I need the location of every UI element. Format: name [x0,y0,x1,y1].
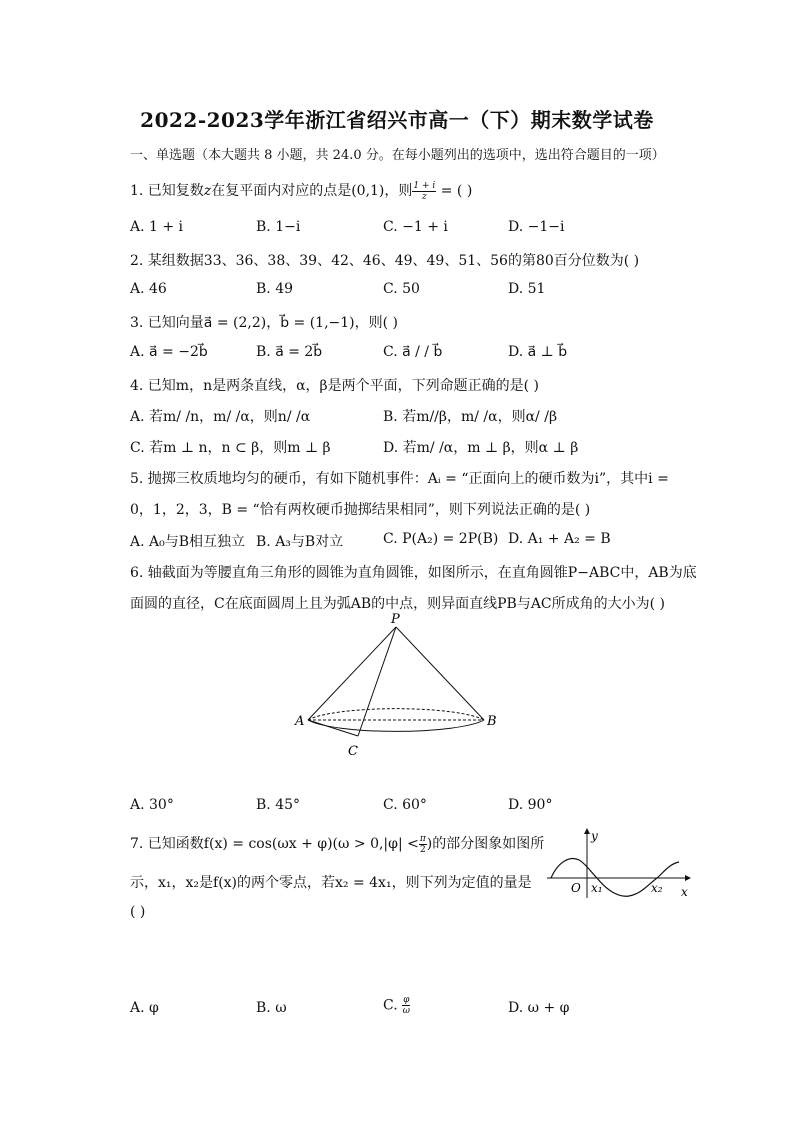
question-3-stem: 3. 已知向量a⃗ = (2,2)，b⃗ = (1,−1)，则( ) [130,315,399,331]
question-7-stem-line2: 示，x₁，x₂是f(x)的两个零点，若x₂ = 4x₁，则下列为定值的量是 [130,875,532,891]
q2-option-a: A. 46 [130,281,167,297]
q6-option-a: A. 30° [130,797,174,813]
q1-frac-den: z [421,191,427,202]
edge-pa [308,627,396,720]
q1-stem-point: (0,1) [351,183,385,199]
q1-stem-b: 在复平面内对应的点是 [211,183,352,199]
q1-option-c: C. −1 + i [383,219,448,235]
q7-option-c-num: φ [403,995,410,1005]
q4-option-b: B. 若m//β，m/ /α，则α/ /β [383,409,558,425]
q7-frac-den: 2 [419,844,426,855]
q7-fraction [419,834,427,855]
q1-stem-var: z [203,183,212,199]
q7-option-c-prefix: C. [383,997,398,1014]
q6-option-c: C. 60° [383,797,427,813]
q6-option-b: B. 45° [256,797,301,813]
y-axis-arrow [584,828,590,834]
q1-frac-num: 1 + i [413,180,436,191]
label-a: A [295,714,305,729]
x-axis-arrow [685,875,691,881]
q5-option-c: C. P(A₂) = 2P(B) [383,531,499,547]
q2-option-b: B. 49 [256,281,294,297]
q7-option-c-fraction [402,995,410,1016]
question-5-stem-line1: 5. 抛掷三枚质地均匀的硬币，有如下随机事件：Aᵢ = “正面向上的硬币数为i”，其中i = [130,471,669,487]
q1-stem-d: = ( ) [436,183,473,199]
q1-stem-c: ，则 [384,183,413,199]
q3-option-b: B. a⃗ = 2b⃗ [256,344,323,360]
q1-fraction [412,181,436,202]
q4-option-d: D. 若m/ /α，m ⊥ β，则α ⊥ β [383,440,579,456]
q7-option-d: D. ω + φ [508,1000,570,1016]
label-y: y [591,829,598,843]
cone-figure [290,610,510,765]
label-c: C [348,744,358,759]
q3-option-c: C. a⃗ / / b⃗ [383,344,443,360]
q7-option-b: B. ω [256,1000,287,1016]
q7-stem-line1-text: 7. 已知函数f(x) = cos(ωx + φ)(ω > 0,|φ| < [130,836,419,852]
question-1-stem [130,180,472,202]
page-title: 2022-2023学年浙江省绍兴市高一（下）期末数学试卷 [140,108,654,132]
label-b: B [487,714,497,729]
q7-option-c [383,995,410,1016]
cone-base-back-arc [308,709,484,720]
q1-option-d: D. −1−i [508,219,565,235]
label-p: P [391,612,400,627]
q3-option-d: D. a⃗ ⊥ b⃗ [508,344,568,360]
question-4-stem: 4. 已知m，n是两条直线，α，β是两个平面，下列命题正确的是( ) [130,378,540,394]
q7-frac-num: π [419,833,426,844]
label-x: x [681,885,688,899]
label-origin: O [571,881,581,895]
question-5-stem-line2: 0，1，2，3，B = “恰有两枚硬币抛掷结果相同”，则下列说法正确的是( ) [130,502,591,518]
cone-base-front-arc [308,720,484,731]
q2-option-c: C. 50 [383,281,420,297]
edge-ac [308,720,358,736]
q2-option-d: D. 51 [508,281,546,297]
q4-option-a: A. 若m/ /n，m/ /α，则n/ /α [130,409,311,425]
question-7-stem-line3: ( ) [130,904,146,920]
section-heading: 一、单选题（本大题共 8 小题，共 24.0 分。在每小题列出的选项中，选出符合题目的一项） [130,148,665,163]
cosine-graph [545,826,695,902]
question-6-stem-line2: 面圆的直径，C在底面圆周上且为弧AB的中点，则异面直线PB与AC所成角的大小为( ) [130,596,666,612]
edge-pb [396,627,484,720]
q7-option-c-den: ω [402,1006,410,1016]
question-2-stem: 2. 某组数据33、36、38、39、42、46、49、49、51、56的第80百分位数为( ) [130,253,640,269]
question-7-stem-line1 [130,833,544,855]
q4-option-c: C. 若m ⊥ n，n ⊂ β，则m ⊥ β [130,440,331,456]
q1-stem-a: 1. 已知复数 [130,183,204,199]
q5-option-d: D. A₁ + A₂ = B [508,531,611,547]
q5-option-a: A. A₀与B相互独立 [130,534,246,550]
q3-option-a: A. a⃗ = −2b⃗ [130,344,208,360]
q5-option-b: B. A₃与B对立 [256,534,344,550]
label-x1: x₁ [591,881,603,895]
question-6-stem-line1: 6. 轴截面为等腰直角三角形的圆锥为直角圆锥，如图所示，在直角圆锥P−ABC中，AB为底 [130,565,697,581]
q1-option-b: B. 1−i [256,219,301,235]
q1-option-a: A. 1 + i [130,219,184,235]
q7-stem-line1-end: )的部分图象如图所 [426,836,545,852]
q6-option-d: D. 90° [508,797,553,813]
q7-option-a: A. φ [130,1000,159,1016]
label-x2: x₂ [651,881,663,895]
